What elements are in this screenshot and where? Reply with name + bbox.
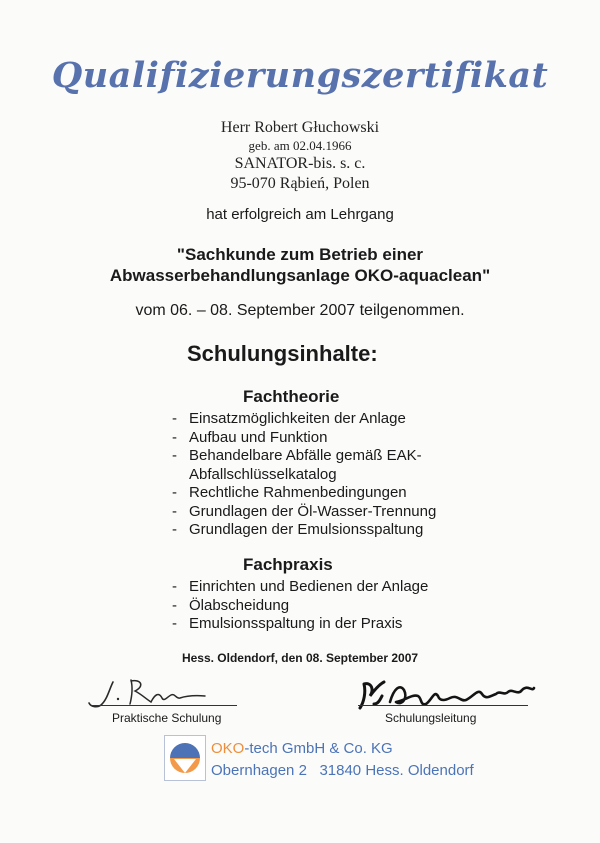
section-title: Schulungsinhalte: [187,341,378,366]
signature-right-label: Schulungsleitung [385,711,477,725]
footer-street: Obernhagen 2 [211,762,307,779]
list-item-text: Behandelbare Abfälle gemäß EAK- [189,447,422,464]
footer-city: 31840 Hess. Oldendorf [319,762,474,779]
recipient-birth: geb. am 02.04.1966 [248,138,352,153]
list-item: - Aufbau und Funktion [172,429,436,448]
course-dates: vom 06. – 08. September 2007 teilgenommen. [135,302,465,319]
theory-list [172,410,436,540]
list-item: - Ölabscheidung [172,597,428,616]
footer-company [211,740,393,757]
signature-left-label: Praktische Schulung [112,711,222,725]
place-and-date: Hess. Oldendorf, den 08. September 2007 [181,651,419,665]
footer-company-prefix: OKO [211,740,245,757]
practice-title: Fachpraxis [243,555,333,574]
list-item: - Grundlagen der Emulsionsspaltung [172,521,436,540]
certificate-title: Qualifizierungszertifikat [51,55,549,96]
recipient-block [0,118,600,194]
list-item: - Einsatzmöglichkeiten der Anlage [172,410,436,429]
course-title [0,244,600,286]
list-item: - Einrichten und Bedienen der Anlage [172,578,428,597]
footer-company-rest: -tech GmbH & Co. KG [244,740,393,757]
intro-text: hat erfolgreich am Lehrgang [206,206,394,223]
oko-logo-icon [165,736,205,780]
practice-list [172,578,428,634]
signature-line-right [358,705,528,706]
signature-left-icon [85,676,245,712]
signature-line-left [92,705,237,706]
signature-right-icon [350,676,550,714]
course-title-line-2: Abwasserbehandlungsanlage OKO-aquaclean" [109,266,491,285]
recipient-company: SANATOR-bis. s. c. [234,155,366,172]
list-item-continuation: Abfallschlüsselkatalog [189,465,337,483]
footer-address [211,762,474,779]
course-title-line-1: "Sachkunde zum Betrieb einer [176,245,424,264]
theory-title: Fachtheorie [243,387,340,406]
list-item: - Emulsionsspaltung in der Praxis [172,615,428,634]
list-item: - Rechtliche Rahmenbedingungen [172,484,436,503]
recipient-name: Herr Robert Głuchowski [220,119,380,136]
company-logo [164,735,206,781]
list-item: - Grundlagen der Öl-Wasser-Trennung [172,503,436,522]
list-item [172,447,436,484]
recipient-address: 95-070 Rąbień, Polen [230,175,370,192]
